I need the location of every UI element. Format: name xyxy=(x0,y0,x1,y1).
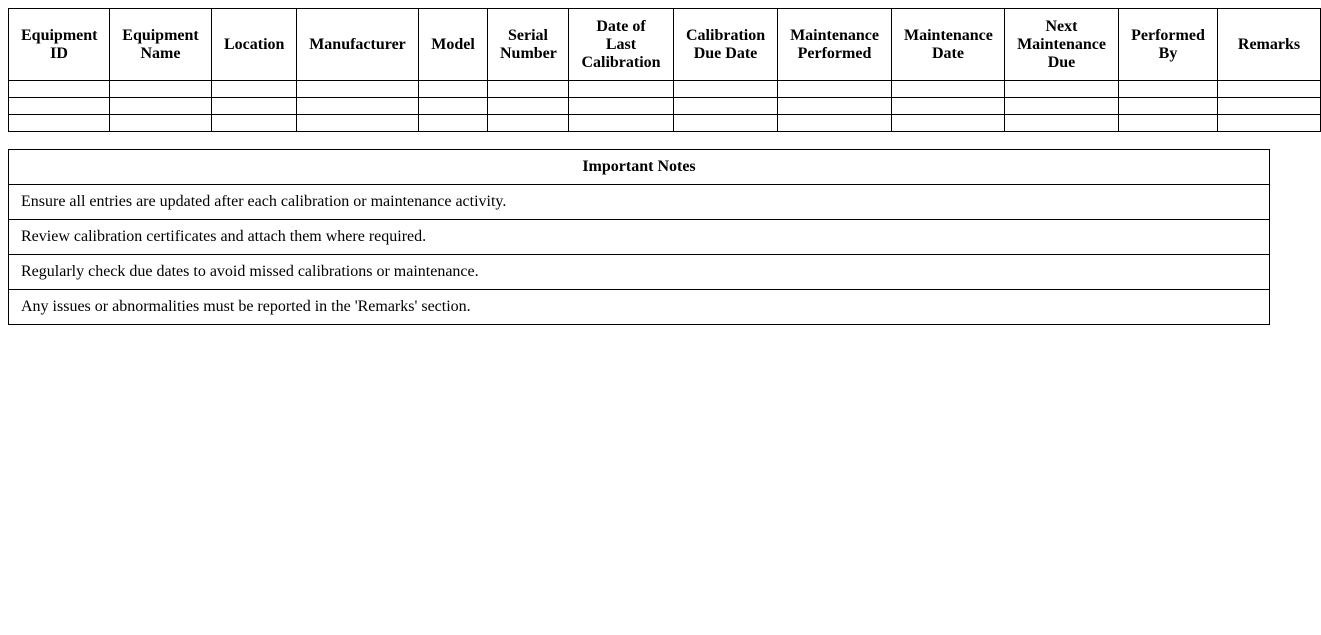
table-row xyxy=(9,98,1321,115)
col-header-calibration-due-date: Calibration Due Date xyxy=(674,9,778,81)
table-cell[interactable] xyxy=(778,98,892,115)
table-cell[interactable] xyxy=(110,98,212,115)
table-cell[interactable] xyxy=(9,98,110,115)
equipment-table-header-row xyxy=(9,9,1321,81)
note-item: Any issues or abnormalities must be reported in the 'Remarks' section. xyxy=(9,290,1270,325)
table-cell[interactable] xyxy=(419,98,488,115)
col-header-model: Model xyxy=(419,9,488,81)
table-cell[interactable] xyxy=(297,98,419,115)
note-item: Review calibration certificates and attach them where required. xyxy=(9,220,1270,255)
col-header-equipment-id: Equipment ID xyxy=(9,9,110,81)
note-item: Ensure all entries are updated after each calibration or maintenance activity. xyxy=(9,185,1270,220)
important-notes-table xyxy=(8,149,1270,325)
table-cell[interactable] xyxy=(1005,115,1119,132)
table-cell[interactable] xyxy=(297,81,419,98)
note-row xyxy=(9,185,1270,220)
note-row xyxy=(9,255,1270,290)
note-item: Regularly check due dates to avoid missed calibrations or maintenance. xyxy=(9,255,1270,290)
col-header-equipment-name: Equipment Name xyxy=(110,9,212,81)
table-cell[interactable] xyxy=(1119,115,1218,132)
table-cell[interactable] xyxy=(1218,98,1321,115)
table-cell[interactable] xyxy=(1218,81,1321,98)
note-row xyxy=(9,220,1270,255)
table-cell[interactable] xyxy=(674,115,778,132)
table-cell[interactable] xyxy=(419,81,488,98)
table-cell[interactable] xyxy=(212,81,297,98)
notes-header-row xyxy=(9,150,1270,185)
table-cell[interactable] xyxy=(488,115,569,132)
table-cell[interactable] xyxy=(674,98,778,115)
table-cell[interactable] xyxy=(212,115,297,132)
col-header-next-maintenance-due: Next Maintenance Due xyxy=(1005,9,1119,81)
table-cell[interactable] xyxy=(488,81,569,98)
table-cell[interactable] xyxy=(569,98,674,115)
col-header-serial-number: Serial Number xyxy=(488,9,569,81)
table-cell[interactable] xyxy=(110,81,212,98)
table-cell[interactable] xyxy=(419,115,488,132)
note-row xyxy=(9,290,1270,325)
table-cell[interactable] xyxy=(297,115,419,132)
table-cell[interactable] xyxy=(212,98,297,115)
table-cell[interactable] xyxy=(569,81,674,98)
col-header-performed-by: Performed By xyxy=(1119,9,1218,81)
table-cell[interactable] xyxy=(892,115,1005,132)
table-cell[interactable] xyxy=(110,115,212,132)
table-cell[interactable] xyxy=(892,81,1005,98)
table-cell[interactable] xyxy=(1005,81,1119,98)
table-row xyxy=(9,81,1321,98)
equipment-table xyxy=(8,8,1321,132)
table-cell[interactable] xyxy=(1119,98,1218,115)
table-cell[interactable] xyxy=(9,115,110,132)
col-header-date-of-last-calibration: Date of Last Calibration xyxy=(569,9,674,81)
col-header-maintenance-performed: Maintenance Performed xyxy=(778,9,892,81)
table-cell[interactable] xyxy=(778,115,892,132)
table-cell[interactable] xyxy=(674,81,778,98)
table-cell[interactable] xyxy=(892,98,1005,115)
table-cell[interactable] xyxy=(1005,98,1119,115)
equipment-table-viewport xyxy=(0,0,1301,140)
table-cell[interactable] xyxy=(778,81,892,98)
table-cell[interactable] xyxy=(1119,81,1218,98)
table-cell[interactable] xyxy=(488,98,569,115)
col-header-remarks: Remarks xyxy=(1218,9,1321,81)
table-cell[interactable] xyxy=(1218,115,1321,132)
table-cell[interactable] xyxy=(569,115,674,132)
col-header-maintenance-date: Maintenance Date xyxy=(892,9,1005,81)
col-header-location: Location xyxy=(212,9,297,81)
table-row xyxy=(9,115,1321,132)
table-cell[interactable] xyxy=(9,81,110,98)
notes-title: Important Notes xyxy=(9,150,1270,185)
col-header-manufacturer: Manufacturer xyxy=(297,9,419,81)
